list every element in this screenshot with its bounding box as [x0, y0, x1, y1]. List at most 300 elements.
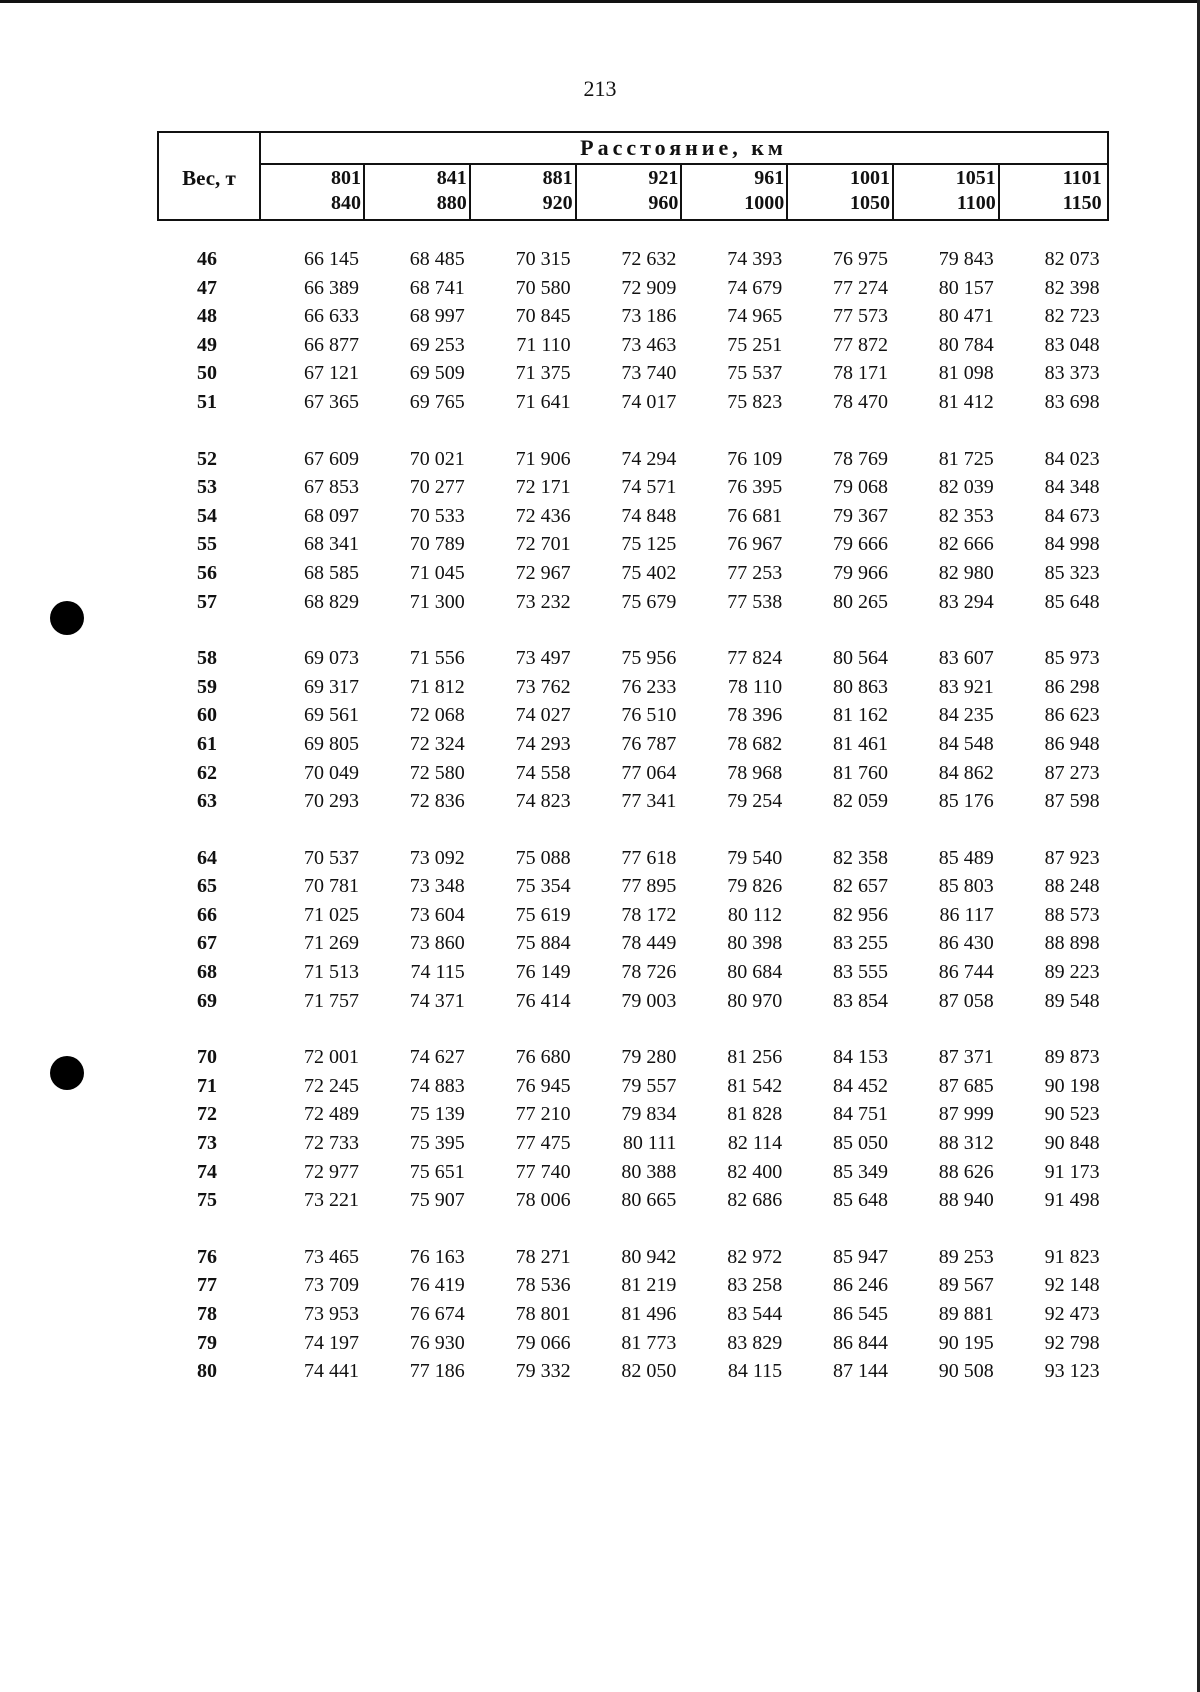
price-cell: 88 626	[938, 1160, 994, 1183]
weight-cell: 52	[197, 447, 217, 470]
price-cell: 72 001	[304, 1046, 359, 1069]
weight-cell: 56	[197, 561, 217, 584]
table-row	[157, 875, 1105, 904]
price-cell: 78 171	[833, 362, 888, 385]
price-cell: 82 400	[727, 1160, 783, 1183]
table-row	[157, 362, 1105, 391]
price-cell: 79 666	[833, 533, 888, 556]
range-from: 1001	[850, 167, 890, 189]
price-cell: 79 843	[938, 248, 994, 270]
price-cell: 77 573	[833, 305, 888, 328]
price-cell: 83 698	[1044, 390, 1100, 413]
table-row	[157, 476, 1105, 505]
price-cell: 84 153	[833, 1046, 888, 1069]
price-cell: 87 999	[938, 1103, 994, 1126]
price-cell: 84 548	[938, 732, 994, 755]
price-cell: 76 149	[515, 961, 571, 984]
price-cell: 78 172	[621, 903, 677, 926]
price-cell: 72 068	[409, 704, 465, 727]
price-cell: 83 255	[833, 932, 888, 955]
price-cell: 83 048	[1044, 333, 1100, 356]
price-cell: 74 027	[515, 704, 571, 727]
range-to: 960	[648, 192, 679, 214]
distance-range-header	[789, 165, 894, 219]
price-cell: 82 956	[833, 903, 888, 926]
price-cell: 87 371	[938, 1046, 994, 1069]
price-cell: 78 682	[727, 732, 783, 755]
price-cell: 71 110	[516, 333, 571, 356]
price-cell: 78 726	[621, 961, 677, 984]
price-cell: 86 430	[938, 932, 994, 955]
price-cell: 68 997	[409, 305, 465, 328]
price-cell: 79 834	[621, 1103, 677, 1126]
price-cell: 72 967	[515, 561, 571, 584]
price-cell: 90 195	[938, 1331, 994, 1354]
price-cell: 74 965	[727, 305, 783, 328]
price-cell: 69 509	[409, 362, 465, 385]
punch-hole-mark	[50, 1056, 84, 1090]
distance-range-header	[895, 165, 1000, 219]
price-cell: 79 068	[833, 476, 888, 499]
price-cell: 77 253	[727, 561, 783, 584]
price-cell: 73 709	[304, 1274, 359, 1297]
table-body	[157, 248, 1105, 1389]
weight-cell: 62	[197, 761, 217, 784]
price-cell: 66 389	[304, 276, 359, 299]
price-cell: 85 349	[833, 1160, 888, 1183]
price-cell: 72 245	[304, 1074, 359, 1097]
price-cell: 76 414	[515, 989, 571, 1012]
price-cell: 70 049	[304, 761, 359, 784]
price-cell: 83 294	[938, 590, 994, 613]
price-cell: 81 219	[621, 1274, 677, 1297]
price-cell: 74 883	[409, 1074, 465, 1097]
table-header	[157, 131, 1109, 221]
range-divider	[363, 165, 365, 219]
table-row	[157, 1189, 1105, 1218]
price-cell: 82 039	[938, 476, 994, 499]
price-cell: 70 845	[515, 305, 571, 328]
price-cell: 77 341	[621, 790, 677, 813]
range-to: 1050	[850, 192, 890, 214]
price-cell: 70 021	[409, 447, 465, 470]
price-cell: 82 972	[727, 1245, 783, 1268]
range-from: 921	[648, 167, 679, 189]
price-cell: 70 533	[409, 504, 465, 527]
distance-range-header	[577, 165, 682, 219]
price-cell: 71 906	[515, 447, 571, 470]
price-cell: 87 598	[1044, 790, 1100, 813]
price-cell: 75 823	[727, 390, 783, 413]
price-cell: 78 801	[515, 1303, 571, 1325]
weight-cell: 49	[197, 333, 217, 356]
price-cell: 86 623	[1044, 704, 1100, 727]
weight-cell: 76	[197, 1245, 217, 1268]
table-row	[157, 248, 1105, 277]
price-cell: 75 395	[409, 1132, 465, 1155]
price-cell: 66 145	[304, 248, 359, 270]
price-cell: 74 393	[727, 248, 783, 270]
price-cell: 70 315	[515, 248, 571, 270]
price-cell: 80 112	[727, 903, 783, 926]
price-cell: 69 073	[304, 647, 359, 670]
distance-header: Расстояние, км	[260, 133, 1107, 165]
price-cell: 78 968	[727, 761, 783, 784]
price-cell: 72 171	[515, 476, 571, 499]
table-row	[157, 1246, 1105, 1275]
range-to: 1100	[956, 192, 996, 214]
scan-top-edge	[0, 0, 1200, 3]
price-cell: 80 157	[938, 276, 994, 299]
price-cell: 72 580	[409, 761, 465, 784]
page-number: 213	[583, 76, 617, 101]
range-from: 841	[436, 167, 467, 189]
price-cell: 84 673	[1044, 504, 1100, 527]
price-cell: 86 246	[833, 1274, 888, 1297]
price-cell: 72 324	[409, 732, 465, 755]
price-cell: 89 881	[938, 1303, 994, 1325]
price-cell: 85 803	[938, 875, 994, 898]
price-cell: 81 496	[621, 1303, 677, 1325]
weight-cell: 72	[197, 1103, 217, 1126]
table-row	[157, 790, 1105, 819]
range-from: 1101	[1062, 167, 1102, 189]
distance-range-header	[472, 165, 577, 219]
table-row	[157, 1274, 1105, 1303]
price-cell: 68 097	[304, 504, 359, 527]
table-row	[157, 961, 1105, 990]
price-cell: 74 017	[621, 390, 677, 413]
table-row	[157, 334, 1105, 363]
price-cell: 90 508	[938, 1360, 994, 1383]
table-row	[157, 1161, 1105, 1190]
price-cell: 79 540	[727, 846, 783, 869]
price-cell: 74 848	[621, 504, 677, 527]
price-cell: 76 967	[727, 533, 783, 556]
price-cell: 87 685	[938, 1074, 994, 1097]
range-from: 881	[542, 167, 573, 189]
price-cell: 76 787	[621, 732, 677, 755]
price-cell: 82 059	[833, 790, 888, 813]
price-cell: 79 966	[833, 561, 888, 584]
price-cell: 73 953	[304, 1303, 359, 1325]
price-cell: 76 681	[727, 504, 783, 527]
price-cell: 83 544	[727, 1303, 783, 1325]
table-row	[157, 647, 1105, 676]
price-cell: 76 930	[409, 1331, 465, 1354]
price-cell: 78 271	[515, 1245, 571, 1268]
price-cell: 76 945	[515, 1074, 571, 1097]
price-cell: 74 197	[304, 1331, 359, 1354]
price-cell: 82 398	[1044, 276, 1100, 299]
table-row	[157, 1360, 1105, 1389]
price-cell: 74 823	[515, 790, 571, 813]
range-from: 1051	[955, 167, 996, 189]
price-cell: 84 115	[727, 1360, 783, 1383]
weight-cell: 78	[197, 1303, 217, 1325]
weight-cell: 61	[197, 732, 217, 755]
price-cell: 87 058	[938, 989, 994, 1012]
price-cell: 75 537	[727, 362, 783, 385]
table-row	[157, 391, 1105, 420]
price-cell: 71 025	[304, 903, 359, 926]
price-cell: 80 942	[621, 1245, 677, 1268]
price-cell: 73 497	[515, 647, 571, 670]
weight-cell: 59	[197, 675, 217, 698]
price-cell: 67 365	[304, 390, 359, 413]
price-cell: 80 564	[833, 647, 888, 670]
price-cell: 71 556	[409, 647, 465, 670]
price-cell: 86 545	[833, 1303, 888, 1325]
range-divider	[575, 165, 577, 219]
price-cell: 91 498	[1044, 1189, 1100, 1212]
price-cell: 71 269	[304, 932, 359, 955]
weight-cell: 50	[197, 362, 217, 385]
price-cell: 71 045	[409, 561, 465, 584]
range-divider	[680, 165, 682, 219]
price-cell: 70 580	[515, 276, 571, 299]
price-cell: 70 277	[409, 476, 465, 499]
price-cell: 85 323	[1044, 561, 1100, 584]
price-cell: 71 641	[515, 390, 571, 413]
price-cell: 72 733	[304, 1132, 359, 1155]
price-cell: 79 332	[515, 1360, 571, 1383]
distance-range-header	[260, 165, 365, 219]
weight-cell: 67	[197, 932, 217, 955]
price-cell: 86 117	[939, 903, 994, 926]
price-cell: 90 198	[1044, 1074, 1100, 1097]
weight-column-header	[159, 133, 261, 219]
price-cell: 85 648	[833, 1189, 888, 1212]
price-cell: 69 317	[304, 675, 359, 698]
price-cell: 84 235	[938, 704, 994, 727]
price-cell: 73 604	[409, 903, 465, 926]
price-cell: 82 666	[938, 533, 994, 556]
price-cell: 81 542	[727, 1074, 783, 1097]
weight-cell: 71	[197, 1074, 217, 1097]
price-cell: 75 956	[621, 647, 677, 670]
table-row	[157, 591, 1105, 620]
price-cell: 77 895	[621, 875, 677, 898]
price-cell: 85 973	[1044, 647, 1100, 670]
table-row	[157, 1332, 1105, 1361]
price-cell: 72 836	[409, 790, 465, 813]
price-cell: 90 523	[1044, 1103, 1100, 1126]
price-cell: 81 773	[621, 1331, 677, 1354]
price-cell: 80 398	[727, 932, 783, 955]
price-cell: 79 557	[621, 1074, 677, 1097]
price-cell: 69 253	[409, 333, 465, 356]
price-cell: 83 555	[833, 961, 888, 984]
price-cell: 75 088	[515, 846, 571, 869]
price-cell: 75 651	[409, 1160, 465, 1183]
weight-cell: 63	[197, 790, 217, 813]
price-cell: 91 823	[1044, 1245, 1100, 1268]
range-divider	[892, 165, 894, 219]
range-from: 961	[754, 167, 785, 189]
price-cell: 92 798	[1044, 1331, 1100, 1354]
range-divider	[469, 165, 471, 219]
table-row	[157, 505, 1105, 534]
price-cell: 70 537	[304, 846, 359, 869]
price-cell: 77 618	[621, 846, 677, 869]
price-cell: 74 115	[410, 961, 465, 984]
weight-cell: 64	[197, 846, 217, 869]
price-cell: 86 298	[1044, 675, 1100, 698]
price-cell: 81 760	[833, 761, 888, 784]
price-cell: 85 648	[1044, 590, 1100, 613]
table-row	[157, 1103, 1105, 1132]
price-cell: 91 173	[1044, 1160, 1100, 1183]
price-cell: 84 998	[1044, 533, 1100, 556]
price-cell: 83 921	[938, 675, 994, 698]
price-cell: 73 860	[409, 932, 465, 955]
price-cell: 68 829	[304, 590, 359, 613]
price-cell: 83 854	[833, 989, 888, 1012]
table-row	[157, 1075, 1105, 1104]
weight-cell: 46	[197, 248, 217, 270]
table-row	[157, 1303, 1105, 1332]
price-cell: 70 781	[304, 875, 359, 898]
price-cell: 72 489	[304, 1103, 359, 1126]
price-cell: 89 548	[1044, 989, 1100, 1012]
price-cell: 74 558	[515, 761, 571, 784]
price-cell: 87 923	[1044, 846, 1100, 869]
price-cell: 82 358	[833, 846, 888, 869]
price-cell: 78 769	[833, 447, 888, 470]
weight-cell: 74	[197, 1160, 217, 1183]
weight-cell: 69	[197, 989, 217, 1012]
weight-cell: 79	[197, 1331, 217, 1354]
price-cell: 75 251	[727, 333, 783, 356]
range-divider	[998, 165, 1000, 219]
price-cell: 69 805	[304, 732, 359, 755]
weight-cell: 60	[197, 704, 217, 727]
price-cell: 88 248	[1044, 875, 1100, 898]
range-to: 840	[331, 192, 361, 214]
table-row	[157, 904, 1105, 933]
price-cell: 85 176	[938, 790, 994, 813]
table-row	[157, 990, 1105, 1019]
price-cell: 79 066	[515, 1331, 571, 1354]
price-cell: 86 744	[938, 961, 994, 984]
price-cell: 80 665	[621, 1189, 677, 1212]
price-cell: 71 300	[409, 590, 465, 613]
price-cell: 78 006	[515, 1189, 571, 1212]
table-row	[157, 762, 1105, 791]
price-cell: 81 828	[727, 1103, 783, 1126]
price-cell: 89 873	[1044, 1046, 1100, 1069]
table-row	[157, 533, 1105, 562]
price-cell: 78 536	[515, 1274, 571, 1297]
price-cell: 89 223	[1044, 961, 1100, 984]
price-cell: 77 274	[833, 276, 888, 299]
price-cell: 89 567	[938, 1274, 994, 1297]
price-cell: 81 162	[833, 704, 888, 727]
weight-cell: 58	[197, 647, 217, 670]
weight-cell: 77	[197, 1274, 217, 1297]
price-cell: 76 109	[727, 447, 783, 470]
range-to: 1000	[744, 192, 785, 214]
price-cell: 84 348	[1044, 476, 1100, 499]
distance-range-header	[683, 165, 788, 219]
price-cell: 71 375	[515, 362, 571, 385]
price-cell: 68 741	[409, 276, 465, 299]
price-cell: 78 396	[727, 704, 783, 727]
price-cell: 76 395	[727, 476, 783, 499]
price-cell: 92 473	[1044, 1303, 1100, 1325]
price-cell: 83 373	[1044, 362, 1100, 385]
weight-cell: 51	[197, 390, 217, 413]
price-cell: 67 609	[304, 447, 359, 470]
price-cell: 68 585	[304, 561, 359, 584]
price-cell: 77 872	[833, 333, 888, 356]
price-cell: 75 139	[409, 1103, 465, 1126]
price-cell: 80 863	[833, 675, 888, 698]
price-cell: 88 312	[938, 1132, 994, 1155]
price-cell: 73 221	[304, 1189, 359, 1212]
price-cell: 93 123	[1044, 1360, 1100, 1383]
price-cell: 77 740	[515, 1160, 571, 1183]
weight-cell: 53	[197, 476, 217, 499]
punch-hole-mark	[50, 601, 84, 635]
price-cell: 72 977	[304, 1160, 359, 1183]
price-cell: 81 098	[938, 362, 994, 385]
price-cell: 76 419	[409, 1274, 465, 1297]
price-cell: 76 674	[409, 1303, 465, 1325]
price-cell: 82 980	[938, 561, 994, 584]
price-cell: 89 253	[938, 1245, 994, 1268]
price-cell: 77 186	[409, 1360, 465, 1383]
weight-cell: 47	[197, 276, 217, 299]
price-cell: 73 762	[515, 675, 571, 698]
price-cell: 77 538	[727, 590, 783, 613]
price-cell: 73 092	[409, 846, 465, 869]
price-cell: 82 657	[833, 875, 888, 898]
weight-cell: 66	[197, 903, 217, 926]
price-cell: 79 367	[833, 504, 888, 527]
price-cell: 82 073	[1044, 248, 1100, 270]
price-cell: 74 371	[409, 989, 465, 1012]
price-cell: 73 186	[621, 305, 677, 328]
table-row	[157, 277, 1105, 306]
price-cell: 68 485	[409, 248, 465, 270]
price-cell: 88 573	[1044, 903, 1100, 926]
price-cell: 83 829	[727, 1331, 783, 1354]
weight-cell: 57	[197, 590, 217, 613]
price-cell: 82 050	[621, 1360, 677, 1383]
price-cell: 72 436	[515, 504, 571, 527]
price-cell: 81 461	[833, 732, 888, 755]
distance-range-header	[366, 165, 471, 219]
distance-range-header	[1001, 165, 1106, 219]
price-cell: 80 388	[621, 1160, 677, 1183]
price-cell: 75 354	[515, 875, 571, 898]
range-from: 801	[331, 167, 361, 189]
price-cell: 76 975	[833, 248, 888, 270]
price-cell: 73 348	[409, 875, 465, 898]
price-cell: 76 233	[621, 675, 677, 698]
price-cell: 77 475	[515, 1132, 571, 1155]
weight-cell: 65	[197, 875, 217, 898]
price-cell: 70 789	[409, 533, 465, 556]
price-cell: 74 293	[515, 732, 571, 755]
price-cell: 84 862	[938, 761, 994, 784]
table-row	[157, 562, 1105, 591]
price-cell: 84 023	[1044, 447, 1100, 470]
price-cell: 85 050	[833, 1132, 888, 1155]
price-cell: 74 571	[621, 476, 677, 499]
